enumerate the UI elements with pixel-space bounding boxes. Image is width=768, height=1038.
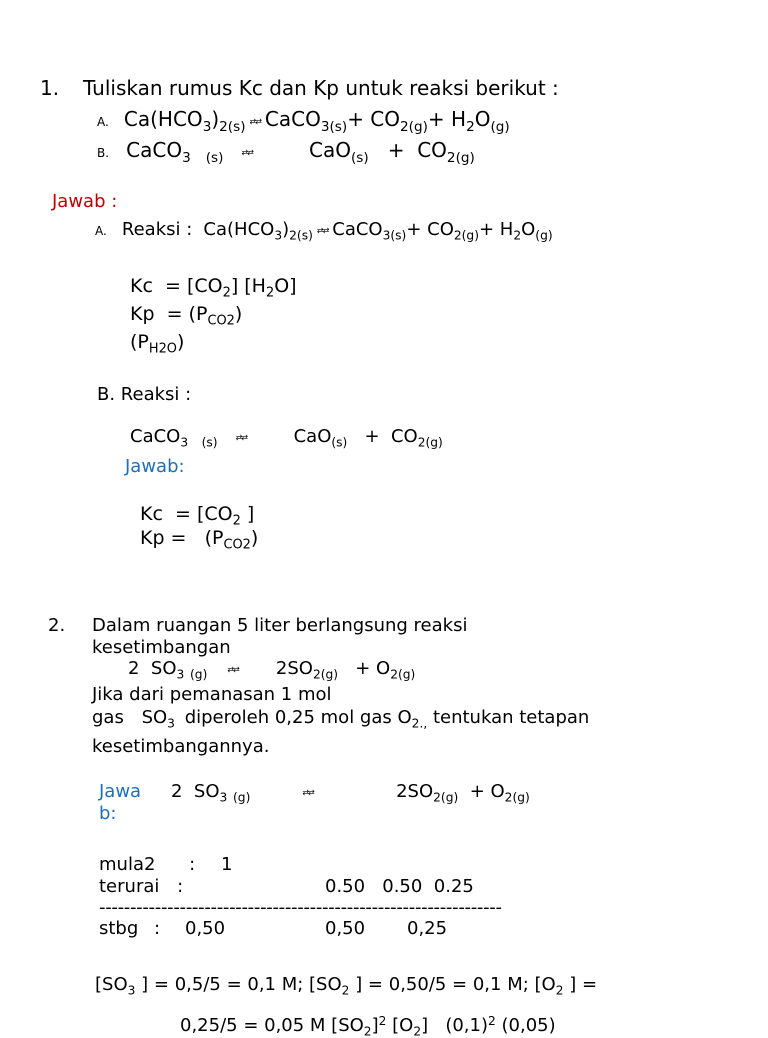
q1-option-b-reaction: CaCO$_3$ $_{(s)}$ ⇄⇄ $CaO_{(s)} + CO_{2(g)}$ — [126, 138, 475, 166]
jawab1-b-kc: $Kc = [CO_2$ ] — [140, 503, 255, 529]
q1-option-a — [97, 107, 510, 135]
jawab1-a-line — [95, 220, 553, 241]
table-divider: ----------------------------------------------------------------- — [99, 897, 502, 918]
jawab1-b-reaction: CaCO$_3$ $_{(s)}$ ⇄⇄ $CaO_{(s)} + CO_{2(g)}$ — [130, 426, 443, 450]
stbg-value-so2: 0,50 — [325, 918, 366, 939]
q1-prompt: Tuliskan rumus Kc dan Kp untuk reaksi berikut : — [83, 76, 559, 100]
terurai-label: terurai — [99, 876, 160, 897]
jawab1-label: Jawab : — [52, 191, 118, 212]
q1-option-b — [97, 138, 475, 166]
q2-line4-o2-sub: 2., — [411, 716, 428, 731]
jawab2-label-part2: b: — [99, 803, 117, 824]
mula2-label: mula2 — [99, 854, 156, 875]
stbg-sep: : — [154, 918, 161, 939]
q1-option-b-letter: B. — [97, 146, 110, 160]
conc-part-a: ] = 0,5/5 = 0,1 M; [SO — [141, 974, 342, 995]
q2-line4 — [92, 708, 589, 729]
mula2-value: 1 — [220, 854, 233, 875]
q2-reaction: 2 $SO_3$ $_{(g)}$ ⇄⇄ $2SO_{2(g)} + O_{2(g)}$ — [128, 658, 416, 682]
concentration-line: [$SO_3$ ] = 0,5/5 = 0,1 M; [$SO_2$ ] = 0,50/5 = 0,1 M; [$O_2$ ] = — [95, 974, 598, 998]
stbg-label: stbg — [99, 918, 139, 939]
q2-number: 2. — [48, 615, 66, 636]
q1-option-a-letter: A. — [97, 115, 109, 129]
jawab1-a-kc: $Kc = [CO_2]$ $[H_2O]$ — [130, 275, 297, 301]
jawab2-label-part1: Jawa — [99, 781, 142, 802]
q2-line4-tentukan: tentukan tetapan — [432, 707, 590, 728]
q2-line1: Dalam ruangan 5 liter berlangsung reaksi — [92, 615, 468, 636]
q2-line4-so3: $SO_3$ — [141, 707, 175, 731]
q1-number: 1. — [40, 76, 60, 100]
table-row-mula2 — [99, 855, 232, 876]
jawab1-a-kp: $Kp = (P_{CO2})$ — [130, 303, 243, 329]
jawab2-reaction: 2 $SO_3$ $_{(g)}$ ⇄⇄ $2SO_{2(g)} + O_{2(g)}$ — [171, 781, 530, 805]
mula2-sep: : — [189, 854, 196, 875]
q2-line4-gas: gas — [92, 707, 124, 728]
q2-line4-diperoleh: diperoleh 0,25 mol gas O — [184, 707, 412, 728]
stbg-value-so3: 0,50 — [185, 918, 226, 939]
q2-line2: kesetimbangan — [92, 637, 231, 658]
jawab1-a-kp-cont: $(P_{H2O})$ — [130, 331, 185, 357]
terurai-values: 0.50 0.50 0.25 — [325, 876, 474, 897]
stbg-value-o2: 0,25 — [407, 918, 448, 939]
jawab1-b-jawab-label: Jawab: — [125, 456, 185, 477]
jawab1-b-kp: $Kp = (P_{CO2})$ — [140, 527, 259, 553]
jawab1-a-reaksi-label: Reaksi : — [121, 219, 193, 240]
q2-line5: kesetimbangannya. — [92, 736, 270, 757]
conc-part-c: ] = — [569, 974, 598, 995]
jawab1-b-reaksi-label: B. Reaksi : — [97, 384, 192, 405]
table-row-terurai — [99, 877, 183, 898]
q2-line3: Jika dari pemanasan 1 mol — [92, 684, 332, 705]
terurai-sep: : — [177, 876, 184, 897]
table-row-stbg — [99, 919, 160, 940]
conc-part-b: ] = 0,50/5 = 0,1 M; [O — [355, 974, 556, 995]
jawab1-a-letter: A. — [95, 224, 107, 238]
q1-option-a-reaction: $Ca(HCO_3)_{2(s)}$ ⇄⇄ CaCO$_{3(s)}$+ $CO_{2(g)}+ H_2O_{(g)}$ — [123, 107, 510, 135]
jawab1-a-reaction: $Ca(HCO_3)_{2(s)}$ ⇄⇄ CaCO$_{3(s)}$+ $CO_{2(g)}+ H_2O_{(g)}$ — [203, 219, 553, 243]
cutoff-line: 0,25/5 = 0,05 M $[SO_2]^2$ $[O_2]$ $(0,1)^2$ (0,05) — [180, 1013, 556, 1038]
